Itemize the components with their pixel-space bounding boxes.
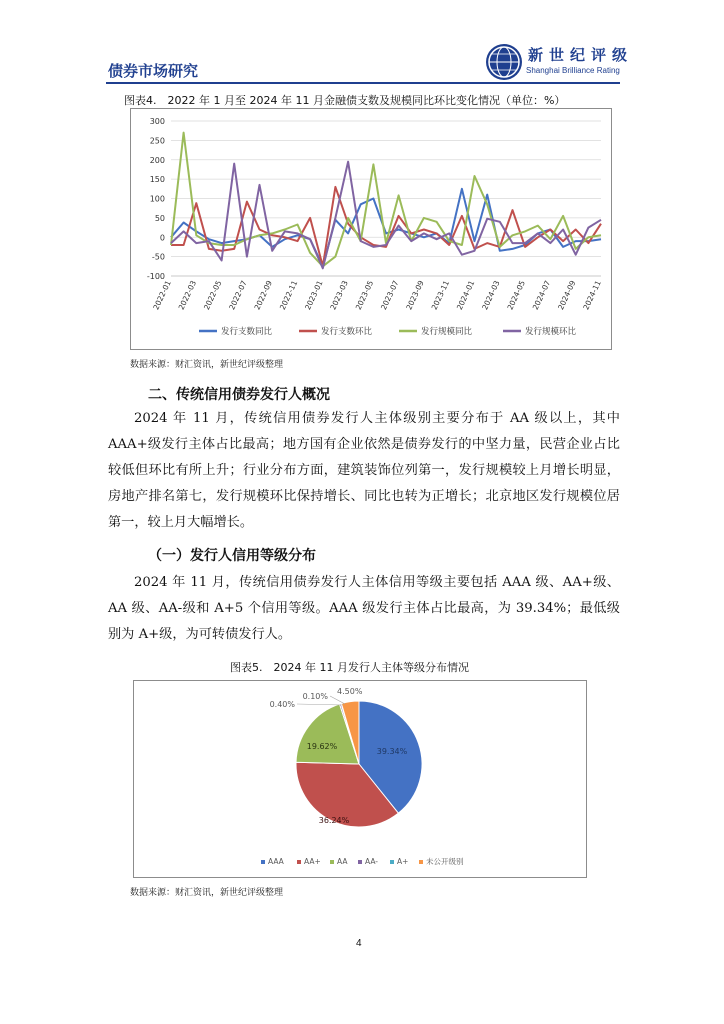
x-tick-label: 2023-05 (353, 279, 376, 312)
legend-label: 发行规模同比 (421, 327, 473, 337)
series-line-1 (171, 189, 601, 266)
y-tick-label: 150 (149, 175, 165, 185)
pie-chart-frame (133, 680, 587, 878)
x-tick-label: 2022-03 (176, 279, 199, 312)
figure4-source: 数据来源：财汇资讯，新世纪评级整理 (130, 360, 284, 370)
y-tick-label: 200 (149, 155, 165, 165)
series-line-4 (171, 162, 601, 269)
pie-data-label: 39.34% (376, 747, 408, 756)
legend-label: 发行支数环比 (321, 327, 373, 337)
legend-label: AA- (365, 857, 379, 866)
brilliance-logo-icon (486, 44, 522, 80)
legend-label: 未公开级别 (426, 857, 464, 866)
legend-swatch (297, 860, 301, 864)
legend-label: AA+ (304, 857, 321, 866)
y-tick-label: 100 (149, 194, 165, 204)
legend-swatch (261, 860, 265, 864)
x-tick-label: 2022-09 (252, 279, 274, 312)
y-tick-label: 0 (159, 233, 165, 243)
y-tick-label: 300 (149, 117, 165, 126)
pie-chart (134, 681, 586, 877)
x-tick-label: 2024-03 (480, 279, 502, 312)
legend-label: A+ (397, 857, 409, 866)
legend-label: AA (337, 857, 348, 866)
line-chart-frame (130, 108, 612, 350)
legend-label: 发行支数同比 (221, 327, 273, 337)
section-paragraph: 2024 年 11 月，传统信用债券发行人主体级别主要分布于 AA 级以上，其中 AAA+级发行主体占比最高；地方国有企业依然是债券发行的中坚力量，民营企业占比较低但环比有所上升；行业分布方面，建筑装饰位列第一，发行规模较上月增长明显，房地产排名第七，发行规模环比保持增长、同比也转为正增长；北京地区发行规模位居第一，较上月大幅增长。 (108, 411, 620, 530)
line-chart (131, 109, 611, 349)
x-tick-label: 2022-01 (151, 279, 173, 312)
x-tick-label: 2024-11 (581, 279, 603, 312)
x-tick-label: 2022-05 (201, 279, 224, 312)
x-tick-label: 2023-11 (429, 279, 452, 312)
leader-line (297, 704, 343, 705)
legend-swatch (358, 860, 362, 864)
section-heading: 二、传统信用债券发行人概况 (148, 387, 330, 403)
legend-label: AAA (268, 857, 284, 866)
subsection-heading: （一）发行人信用等级分布 (148, 548, 316, 564)
legend-swatch (419, 860, 423, 864)
legend-label: 发行规模环比 (525, 327, 577, 337)
x-tick-label: 2023-07 (379, 279, 401, 312)
pie-data-label: 4.50% (337, 687, 363, 696)
subsection-paragraph: 2024 年 11 月，传统信用债券发行人主体信用等级主要包括 AAA 级、AA+级、AA 级、AA-级和 A+5 个信用等级。AAA 级发行主体占比最高，为 39.34%；最低级别为 A+级，为可转债发行人。 (108, 575, 620, 642)
leader-line (330, 696, 345, 704)
pie-data-label: 19.62% (306, 742, 338, 751)
figure4-caption: 图表4. 2022 年 1 月至 2024 年 11 月金融债支数及规模同比环比变化情况（单位：%） (124, 94, 566, 107)
y-tick-label: 50 (154, 213, 165, 223)
pie-data-label: 36.24% (318, 816, 350, 825)
legend-swatch (330, 860, 334, 864)
x-tick-label: 2023-09 (404, 279, 426, 312)
page-number: 4 (356, 938, 362, 949)
legend-swatch (390, 860, 394, 864)
figure5-source: 数据来源：财汇资讯，新世纪评级整理 (130, 888, 284, 898)
x-tick-label: 2024-09 (556, 279, 578, 312)
x-tick-label: 2024-07 (530, 279, 553, 312)
x-tick-label: 2023-01 (303, 279, 325, 312)
x-tick-label: 2023-03 (328, 279, 350, 312)
report-title: 债券市场研究 (108, 62, 199, 80)
figure5-caption: 图表5. 2024 年 11 月发行人主体等级分布情况 (230, 661, 469, 674)
logo-english-name: Shanghai Brilliance Rating (526, 66, 620, 75)
pie-data-label: 0.40% (269, 700, 295, 709)
pie-data-label: 0.10% (302, 692, 328, 701)
x-tick-label: 2022-11 (277, 279, 300, 312)
header-divider (106, 82, 620, 84)
x-tick-label: 2024-05 (505, 279, 527, 312)
x-tick-label: 2024-01 (454, 279, 477, 312)
x-tick-label: 2022-07 (227, 279, 249, 312)
y-tick-label: 250 (149, 136, 165, 146)
y-tick-label: -100 (146, 272, 165, 281)
logo-chinese-name: 新世纪评级 (528, 46, 634, 64)
y-tick-label: -50 (151, 252, 165, 262)
